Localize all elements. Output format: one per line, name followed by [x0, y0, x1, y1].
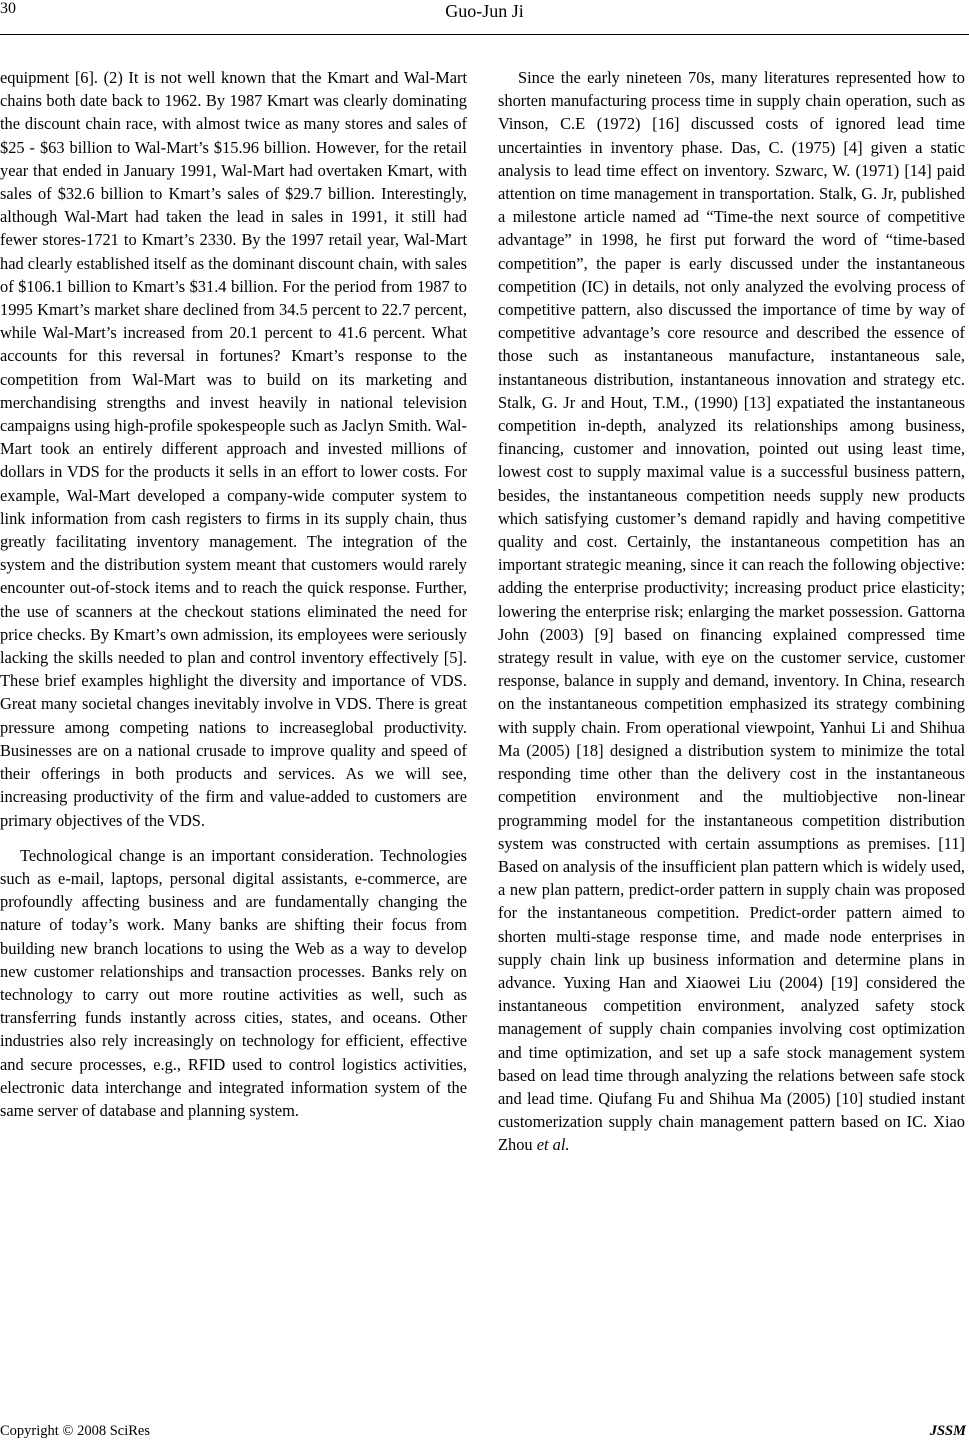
- header-rule: [0, 34, 969, 35]
- body-paragraph: [498, 66, 965, 1157]
- page-number: 30: [0, 0, 16, 17]
- copyright-notice: Copyright © 2008 SciRes: [0, 1423, 150, 1439]
- body-paragraph: equipment [6]. (2) It is not well known that the Kmart and Wal-Mart chains both date back to 1962. By 1987 Kmart was clearly dominating the discount chain race, with almost twice as many stores and sales of $25 - $63 billion to Wal-Mart’s $15.96 billion. However, for the retail year that ended in January 1991, Wal-Mart had overtaken Kmart, with sales of $32.6 billion to Kmart’s sales of $29.7 billion. Interestingly, although Wal-Mart had taken the lead in sales in 1991, it still had fewer stores-1721 to Kmart’s 2330. By the 1997 retail year, Wal-Mart had clearly established itself as the dominant discount chain, with sales of $106.1 billion to Kmart’s $31.4 billion. For the period from 1987 to 1995 Kmart’s market share declined from 34.5 percent to 22.7 percent, while Wal-Mart’s increased from 20.1 percent to 41.6 percent. What accounts for this reversal in fortunes? Kmart’s response to the competition from Wal-Mart was to build on its marketing and merchandising strengths and invest heavily in national television campaigns using high-profile spokespeople such as Jaclyn Smith. Wal-Mart took an entirely different approach and invested millions of dollars in VDS for the products it sells in an effort to lower costs. For example, Wal-Mart developed a company-wide computer system to link information from cash registers to firms in its supply chain, thus greatly facilitating inventory management. The integration of the system and the distribution system meant that customers would rarely encounter out-of-stock items and to reach the quick response. Further, the use of scanners at the checkout stations eliminated the need for price checks. By Kmart’s own admission, its employees were seriously lacking the skills needed to plan and control inventory effectively [5]. These brief examples highlight the diversity and importance of VDS. Great many societal changes inevitably involve in VDS. There is great pressure among competing nations to increaseglobal productivity. Businesses are on a national crusade to improve quality and speed of their offerings in both products and services. As we will see, increasing productivity of the firm and value-added to customers are primary objectives of the VDS.: [0, 68, 467, 830]
- right-column: [498, 66, 965, 1157]
- journal-abbreviation: JSSM: [929, 1423, 966, 1439]
- left-column: [0, 66, 467, 1122]
- italic-et-al: et al.: [536, 1135, 570, 1155]
- paragraph-text: Since the early nineteen 70s, many literatures represented how to shorten manufacturing process time in supply chain operation, such as Vinson, C.E (1972) [16] discussed costs of ignored lead time uncertainties in inventory phase. Das, C. (1975) [4] given a static analysis to lead time effect on inventory. Szwarc, W. (1971) [14] paid attention on time management in transportation. Stalk, G. Jr, published a milestone article named ad “Time-the next source of competitive advantage” in 1998, he first put forward the word of “time-based competition”, the paper is early discussed under the instantaneous competition (IC) in details, not only analyzed the evolving process of competitive pattern, also discussed the importance of time by way of competitive advantage’s core resource and described the essence of those such as instantaneous manufacture, instantaneous sale, instantaneous distribution, instantaneous innovation and strategy etc. Stalk, G. Jr and Hout, T.M., (1990) [13] expatiated the instantaneous competition in-depth, analyzed its relationships among business, financing, customer and innovation, pointed out using least time, lowest cost to supply maximal value is a successful business pattern, besides, the instantaneous competition needs supply new products which satisfying customer’s demand rapidly and having competitive quality and cost. Certainly, the instantaneous competition has an important strategic meaning, since it can reach the following objective: adding the enterprise productivity; increasing product price elasticity; lowering the enterprise risk; enlarging the market possession. Gattorna John (2003) [9] based on financing explained compressed time strategy result in value, with eye on the customer service, customer response, balance in supply and demand, inventory. In China, research on the instantaneous competition emphasized its strategy combining with supply chain. From operational viewpoint, Yanhui Li and Shihua Ma (2005) [18] designed a distribution system to minimize the total responding time other than the delivery cost in the instantaneous competition environment and the multiobjective non-linear programming model for the instantaneous competition distribution system was constructed with certain assumptions as premises. [11] Based on analysis of the insufficient plan pattern which is widely used, a new plan pattern, predict-order pattern in supply chain was proposed for the instantaneous competition. Predict-order pattern aimed to shorten multi-stage response time, and made node enterprises in supply chain link up business information and determine plans in advance. Yuxing Han and Xiaowei Liu (2004) [19] considered the instantaneous competition environment, analyzed safety stock management of supply chain companies involving cost optimization and time optimization, and set up a safe stock management system based on lead time through analyzing the relations between safe stock and lead time. Qiufang Fu and Shihua Ma (2005) [10] studied instant customerization supply chain management pattern based on IC. Xiao Zhou: [498, 68, 965, 1155]
- body-paragraph: Technological change is an important consideration. Technologies such as e-mail, laptops, personal digital assistants, e-commerce, are profoundly affecting business and are fundamentally changing the nature of today’s work. Many banks are shifting their focus from building new branch locations to using the Web as a way to develop new customer relationships and transaction processes. Banks rely on technology to carry out more routine activities as well, such as transferring funds instantly across cities, states, and oceans. Other industries also rely increasingly on technology for efficient, effective and secure processes, e.g., RFID used to control logistics activities, electronic data interchange and integrated information system of the same server of database and planning system.: [0, 845, 467, 1120]
- running-head: Guo-Jun Ji: [445, 1, 524, 21]
